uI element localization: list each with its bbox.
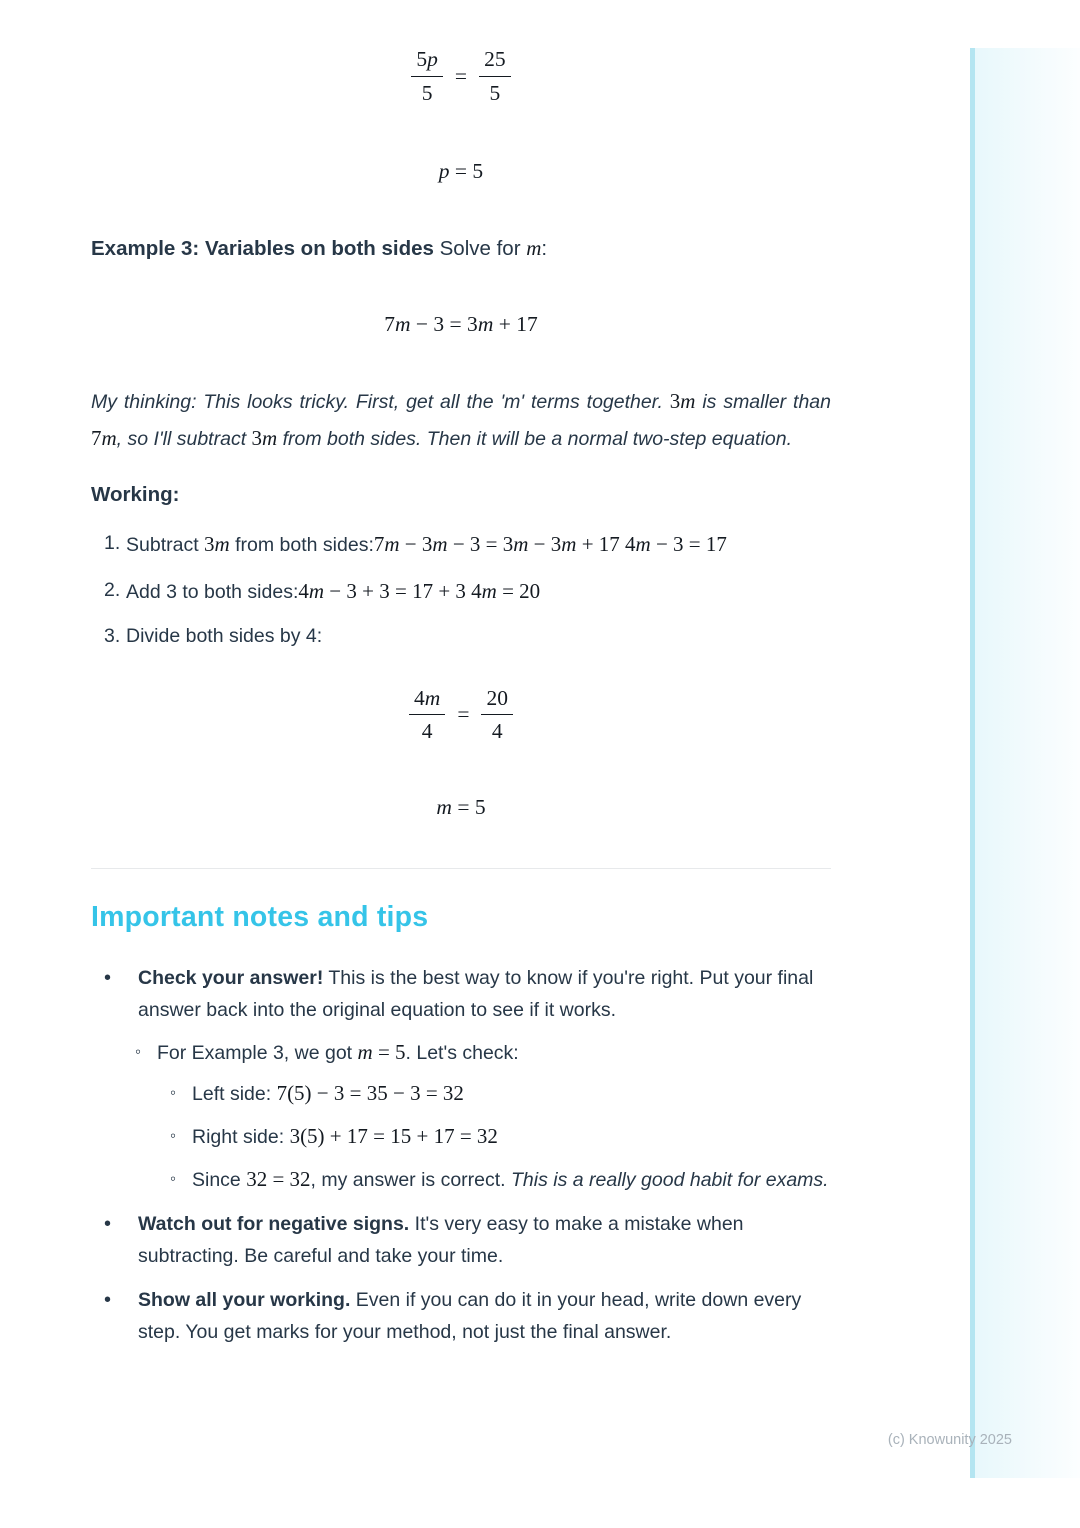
circle-bullet-icon: ◦ — [170, 1169, 177, 1189]
fraction-denominator: 4 — [421, 719, 433, 744]
example3-heading: Example 3: Variables on both sides Solve for m: — [91, 235, 548, 260]
section-divider — [91, 868, 831, 869]
fraction-numerator: 25 — [484, 47, 506, 71]
thinking-paragraph: My thinking: This looks tricky. First, get all the 'm' terms together. 3m is smaller than 7m, so I'll subtract 3m from both sides. Then it will be a normal two-step equation. — [91, 389, 831, 451]
circle-bullet-icon: ◦ — [170, 1083, 177, 1103]
fraction-right — [481, 685, 513, 746]
note-item — [91, 1120, 831, 1153]
note-text: Since 32 = 32, my answer is correct. This is a really good habit for exams. — [192, 1167, 829, 1192]
equals-sign: = — [457, 702, 470, 727]
note-item — [91, 1163, 831, 1196]
note-item — [91, 1284, 831, 1348]
note-text: Show all your working. Even if you can do it in your head, write down every step. You get marks for your method, not just the final answer. — [138, 1289, 802, 1344]
decorative-sidebar — [970, 48, 1080, 1478]
step-text: Add 3 to both sides:4m − 3 + 3 = 17 + 3 4m = 20 — [126, 578, 541, 603]
step-number: 2. — [104, 578, 121, 601]
equation-p-result: p = 5 — [438, 158, 484, 183]
note-text: Watch out for negative signs. It's very easy to make a mistake when subtracting. Be careful and take your time. — [138, 1213, 744, 1268]
notes-list — [91, 962, 831, 1348]
step-text: Divide both sides by 4: — [126, 625, 323, 648]
step-2 — [91, 578, 831, 604]
equals-sign: = — [454, 63, 468, 88]
note-item — [91, 962, 831, 1026]
equation-4m-over-4 — [91, 685, 831, 746]
step-3 — [91, 624, 831, 648]
bullet-icon: • — [104, 1213, 112, 1236]
equation-7m: 7m − 3 = 3m + 17 — [384, 312, 538, 337]
note-text: Right side: 3(5) + 17 = 15 + 17 = 32 — [192, 1124, 498, 1149]
fraction-left — [411, 46, 443, 107]
bullet-icon: • — [104, 967, 112, 990]
working-steps — [91, 531, 831, 648]
note-text: For Example 3, we got m = 5. Let's check: — [157, 1040, 519, 1065]
step-number: 1. — [104, 532, 121, 555]
notes-heading: Important notes and tips — [91, 901, 429, 934]
note-text: Check your answer! This is the best way to know if you're right. Put your final answer back into the original equation to see if it works. — [138, 967, 814, 1022]
note-item — [91, 1208, 831, 1272]
circle-bullet-icon: ◦ — [135, 1042, 142, 1062]
step-text: Subtract 3m from both sides:7m − 3m − 3 = 3m − 3m + 17 4m − 3 = 17 — [126, 532, 727, 557]
fraction-numerator: 5p — [416, 47, 438, 71]
fraction-left — [409, 685, 445, 746]
note-item — [91, 1036, 831, 1069]
fraction-denominator: 5 — [421, 80, 433, 105]
fraction-denominator: 5 — [489, 80, 501, 105]
note-item — [91, 1077, 831, 1110]
working-label: Working: — [91, 483, 180, 507]
step-number: 3. — [104, 625, 121, 648]
circle-bullet-icon: ◦ — [170, 1126, 177, 1146]
step-1 — [91, 531, 831, 557]
content-column — [91, 0, 831, 1358]
fraction-numerator: 4m — [414, 685, 441, 710]
fraction-numerator: 20 — [486, 685, 508, 710]
fraction-right — [479, 46, 511, 107]
copyright-note: (c) Knowunity 2025 — [887, 1432, 1012, 1448]
equation-m-result: m = 5 — [436, 795, 486, 820]
fraction-denominator: 4 — [491, 719, 503, 744]
bullet-icon: • — [104, 1289, 112, 1312]
equation-5p-over-5 — [91, 46, 831, 107]
note-text: Left side: 7(5) − 3 = 35 − 3 = 32 — [192, 1081, 464, 1106]
